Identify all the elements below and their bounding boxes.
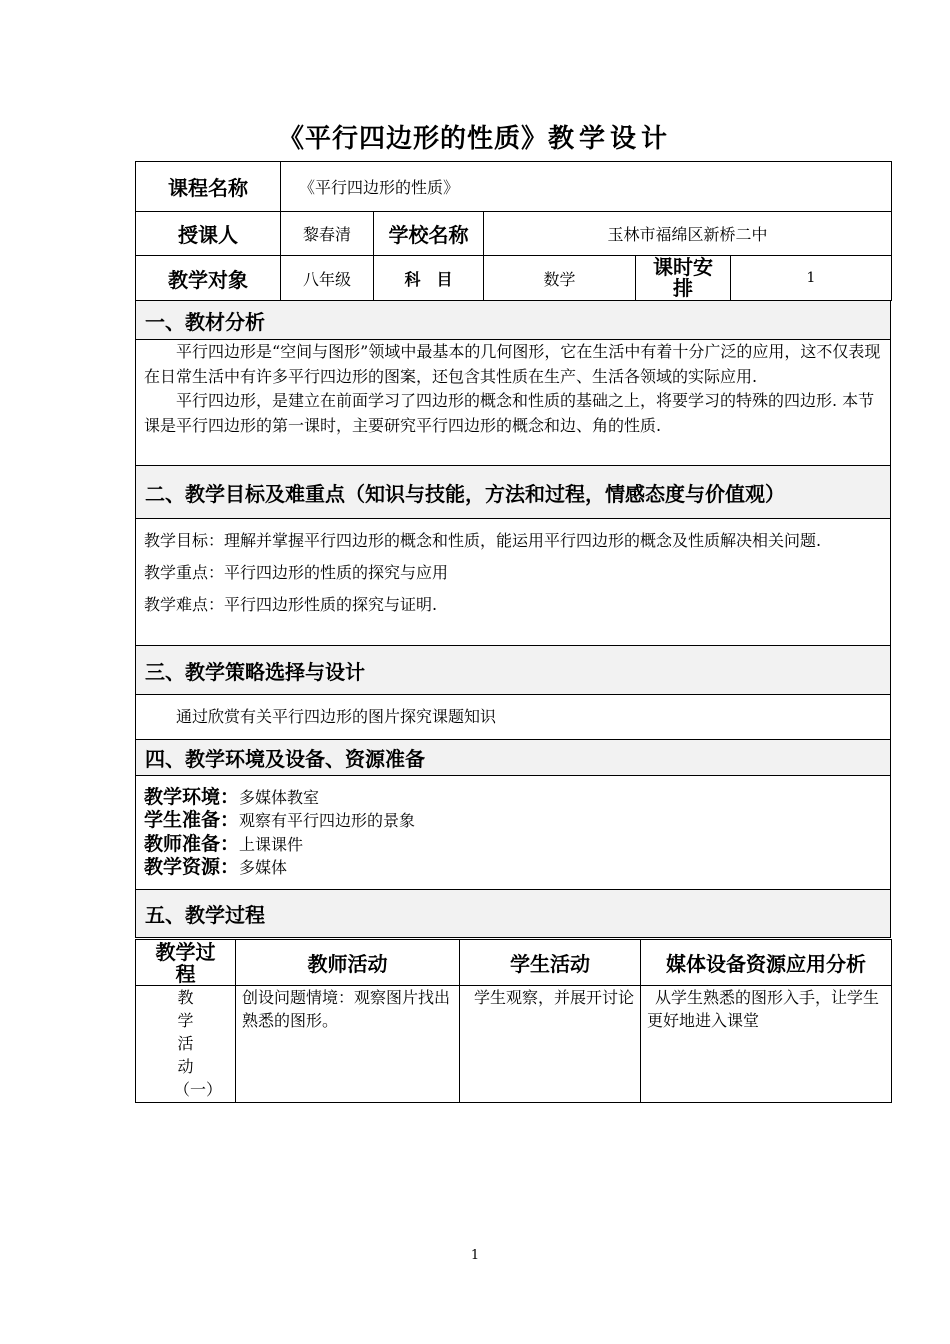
student-prep-value: 观察有平行四边形的景象: [239, 811, 416, 830]
row1-student-activity: 学生观察，并展开讨论: [460, 986, 641, 1103]
title-main: 《平行四边形的性质》: [277, 124, 548, 154]
school-label: 学校名称: [374, 212, 484, 256]
section3-heading: 三、教学策略选择与设计: [136, 646, 891, 695]
info-table: [135, 161, 889, 301]
subject-value: 数学: [484, 256, 636, 301]
resource-label: 教学资源：: [144, 856, 240, 878]
section1-body: [136, 340, 891, 466]
section4-heading: 四、教学环境及设备、资源准备: [136, 740, 891, 776]
teacher-label: 授课人: [136, 212, 281, 256]
column-teacher-activity: 教师活动: [236, 940, 460, 986]
audience-value: 八年级: [281, 256, 374, 301]
audience-label: 教学对象: [136, 256, 281, 301]
student-prep-label: 学生准备：: [144, 809, 240, 831]
teaching-difficulty: 教学难点：平行四边形性质的探究与证明.: [144, 595, 438, 614]
schedule-value: 1: [731, 256, 892, 301]
row1-media-analysis: 从学生熟悉的图形入手，让学生更好地进入课堂: [641, 986, 892, 1103]
teaching-key-point: 教学重点：平行四边形的性质的探究与应用: [144, 563, 449, 582]
schedule-label: 课时安排: [636, 256, 731, 301]
environment-label: 教学环境：: [144, 785, 240, 808]
section2-heading: 二、教学目标及难重点（知识与技能，方法和过程，情感态度与价值观）: [136, 466, 891, 519]
section2-body: [136, 519, 891, 646]
document-title: [0, 118, 950, 155]
section1-heading: 一、教材分析: [136, 301, 891, 340]
row1-teacher-activity: 创设问题情境：观察图片找出熟悉的图形。: [236, 986, 460, 1103]
column-media-analysis: 媒体设备资源应用分析: [641, 940, 892, 986]
teacher-prep-value: 上课课件: [239, 834, 304, 854]
column-student-activity: 学生活动: [460, 940, 641, 986]
section1-paragraph-1: 平行四边形是“空间与图形”领域中最基本的几何图形，它在生活中有着十分广泛的应用，这不仅表现在日常生活中有许多平行四边形的图案，还包含其性质在生产、生活各领域的实际应用.: [144, 342, 881, 386]
teacher-prep-label: 教师准备：: [144, 832, 240, 855]
page-number: 1: [470, 1248, 480, 1263]
title-suffix: 教学设计: [548, 124, 673, 154]
teaching-goal: 教学目标：理解并掌握平行四边形的概念和性质，能运用平行四边形的概念及性质解决相关问题.: [144, 531, 822, 550]
teacher-value: 黎春清: [281, 212, 374, 256]
column-stage: 教学过程: [136, 940, 236, 986]
row1-stage: 教学活动（一）: [136, 986, 236, 1103]
section5-heading: 五、教学过程: [136, 890, 891, 938]
course-name-value: 《平行四边形的性质》: [281, 162, 892, 212]
section3-body: 通过欣赏有关平行四边形的图片探究课题知识: [136, 695, 891, 740]
course-name-label: 课程名称: [136, 162, 281, 212]
section1-paragraph-2: 平行四边形，是建立在前面学习了四边形的概念和性质的基础之上，将要学习的特殊的四边形. 本节课是平行四边形的第一课时，主要研究平行四边形的概念和边、角的性质.: [144, 391, 875, 435]
subject-label: 科 目: [374, 256, 484, 301]
content-table: [135, 300, 889, 938]
environment-value: 多媒体教室: [239, 787, 320, 807]
resource-value: 多媒体: [239, 858, 288, 877]
process-table: [135, 939, 889, 1103]
section4-body: [136, 776, 891, 890]
school-value: 玉林市福绵区新桥二中: [484, 212, 892, 256]
